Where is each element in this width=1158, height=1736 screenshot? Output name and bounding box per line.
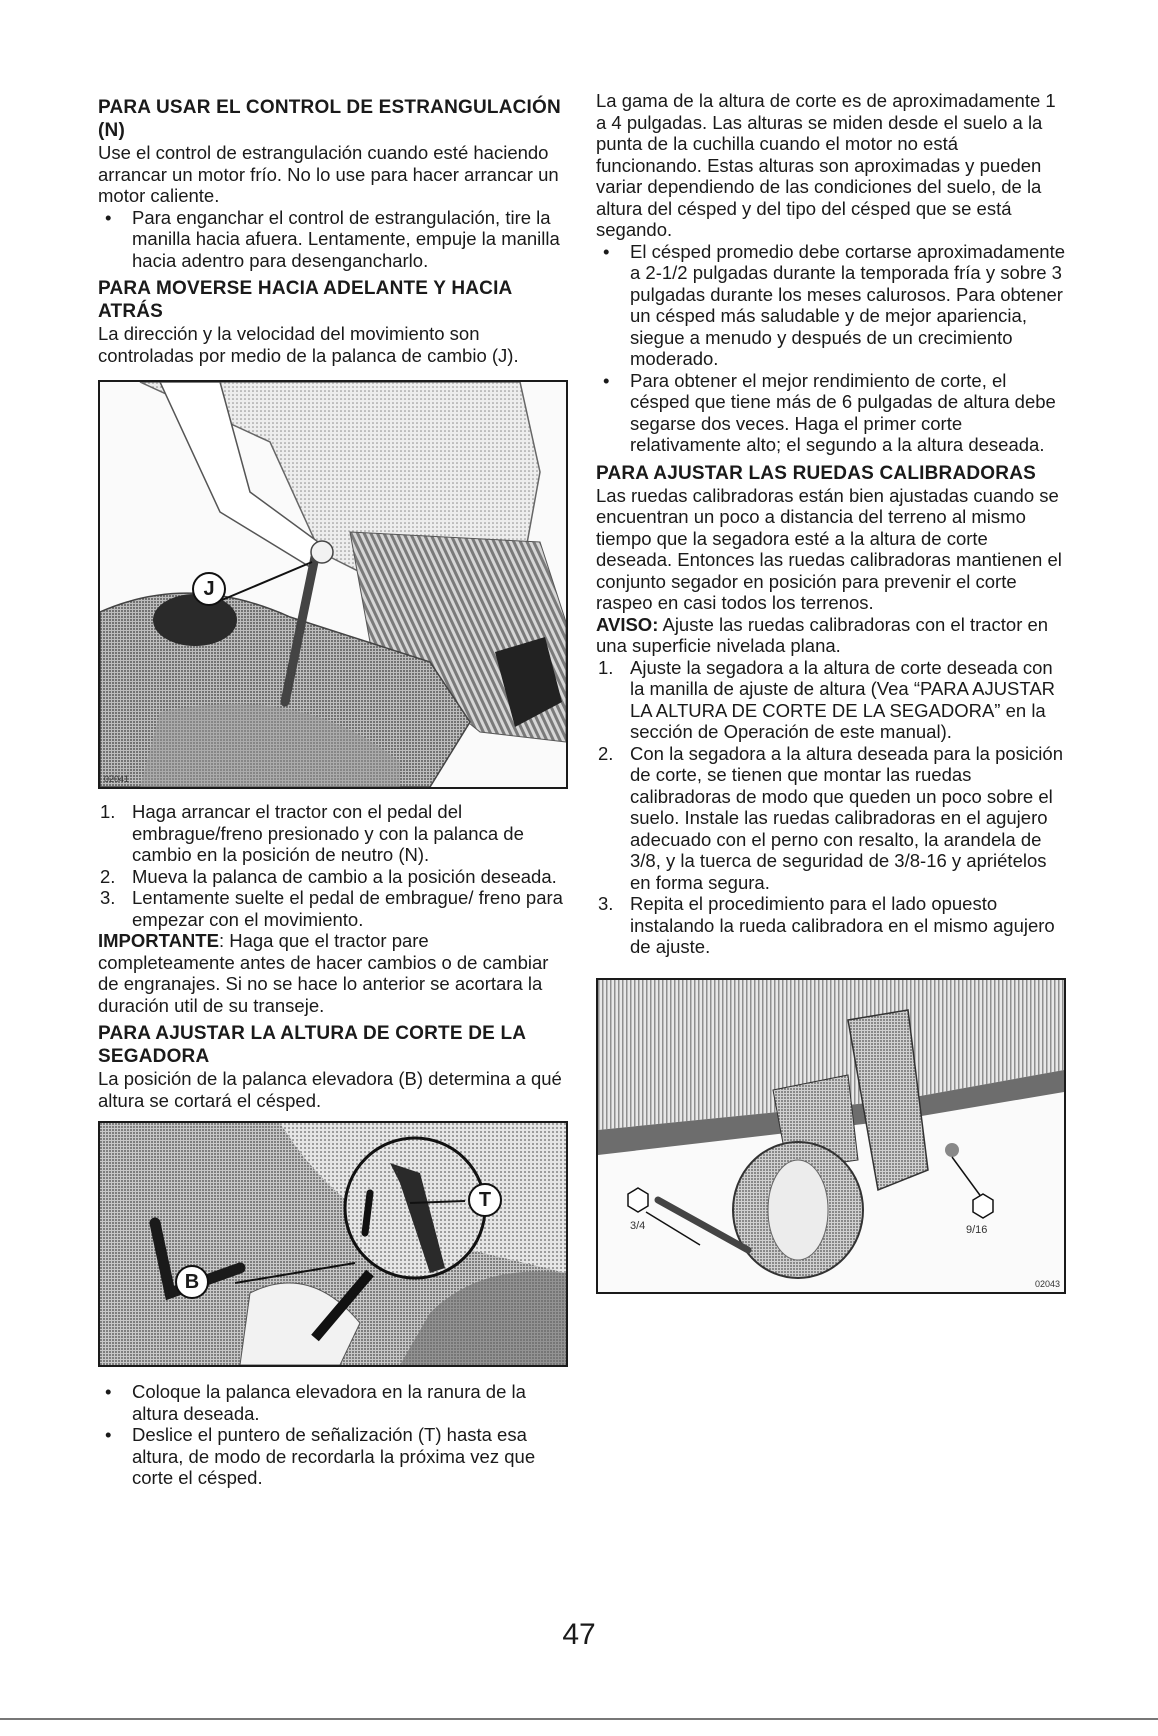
list-item: • Para obtener el mejor rendimiento de corte, el césped que tiene más de 6 pulgadas de altura debe segarse dos veces. Haga el primer corte relativamente alto; el segundo a la altura deseada.	[596, 370, 1066, 456]
shift-lever-figure	[98, 380, 568, 789]
choke-heading: PARA USAR EL CONTROL DE ESTRANGULACIÓN (N)	[98, 97, 561, 141]
list-item: • Para enganchar el control de estrangulación, tire la manilla hacia afuera. Lentamente, empuje la manilla hacia adentro para desengancharlo.	[98, 207, 568, 272]
height-heading: PARA AJUSTAR LA ALTURA DE CORTE DE LA SEGADORA	[98, 1023, 526, 1067]
list-item: • Coloque la palanca elevadora en la ranura de la altura deseada.	[98, 1381, 568, 1424]
gauge-wheel-figure	[596, 978, 1066, 1294]
left-column	[98, 90, 568, 1489]
list-item: 3. Lentamente suelte el pedal de embrague/ freno para empezar con el movimiento.	[100, 887, 563, 930]
lift-lever-figure	[98, 1121, 568, 1367]
shift-steps	[98, 801, 568, 930]
list-item: • Deslice el puntero de señalización (T) hasta esa altura, de modo de recordarla la próxima vez que corte el césped.	[98, 1424, 568, 1489]
list-item: 1. Ajuste la segadora a la altura de corte deseada con la manilla de ajuste de altura (Vea “PARA AJUSTAR LA ALTURA DE CORTE DE LA SEGADORA” en la sección de Operación de este manual).	[598, 656, 1056, 742]
height-body: La posición de la palanca elevadora (B) determina a qué altura se cortará el césped.	[98, 1068, 562, 1111]
move-heading: PARA MOVERSE HACIA ADELANTE Y HACIA ATRÁS	[98, 278, 512, 322]
height-range-text: La gama de la altura de corte es de aproximadamente 1 a 4 pulgadas. Las alturas se miden desde el suelo a la punta de la cuchilla cuando el motor no está funcionando. Estas alturas son aproximadas y pueden variar dependiendo de las condiciones del suelo, de la altura del césped y del tipo del césped que se está segando.	[596, 90, 1056, 240]
choke-body: Use el control de estrangulación cuando esté haciendo arrancar un motor frío. No lo use para hacer arrancar un motor caliente.	[98, 142, 559, 206]
size-label-9-16: 9/16	[966, 1223, 988, 1236]
choke-bullets	[98, 207, 568, 272]
wheels-body: Las ruedas calibradoras están bien ajustadas cuando se encuentran un poco a distancia del terreno al mismo tiempo que la segadora esté a la altura de corte deseada. Entonces las ruedas calibradoras mantienen el conjunto segador en posición para prevenir el corte raspeo en casi todos los terrenos.	[596, 484, 1062, 613]
right-column	[596, 90, 1066, 1294]
callout-b: B	[175, 1265, 209, 1299]
callout-j: J	[192, 572, 226, 606]
wheels-heading: PARA AJUSTAR LAS RUEDAS CALIBRADORAS	[596, 462, 1036, 484]
figure-code: 02041	[104, 774, 130, 784]
lift-lever-illustration	[100, 1123, 566, 1365]
list-item: 1. Haga arrancar el tractor con el pedal del embrague/freno presionado y con la palanca de cambio en la posición de neutro (N).	[100, 801, 524, 865]
bottom-rule	[0, 1718, 1158, 1720]
notice: AVISO: Ajuste las ruedas calibradoras con el tractor en una superficie nivelada plana.	[596, 613, 1049, 656]
list-item: 2. Con la segadora a la altura deseada para la posición de corte, se tienen que montar las ruedas calibradoras de modo que queden un poco sobre el suelo. Instale las ruedas calibradoras en el agujero adecuado con el perno con resalto, la arandela de 3/8, y la tuerca de seguridad de 3/8-16 y apriételos en forma segura.	[598, 742, 1063, 893]
callout-t: T	[468, 1183, 502, 1217]
shift-lever-illustration	[100, 382, 566, 787]
page-number: 47	[562, 1618, 596, 1651]
move-body: La dirección y la velocidad del movimiento son controladas por medio de la palanca de cambio (J).	[98, 323, 519, 366]
list-item: • El césped promedio debe cortarse aproximadamente a 2-1/2 pulgadas durante la temporada fría y sobre 3 pulgadas durante los meses calurosos. Para obtener un césped más saludable y de mejor apariencia, siegue a menudo y después de un crecimiento moderado.	[596, 241, 1066, 370]
list-item: 3. Repita el procedimiento para el lado opuesto instalando la rueda calibradora en el mismo agujero de ajuste.	[598, 893, 1055, 957]
figure-code: 02043	[1034, 1278, 1060, 1289]
height-bullets	[98, 1381, 568, 1489]
size-label-3-4: 3/4	[630, 1219, 646, 1232]
gauge-wheel-illustration	[598, 980, 1064, 1292]
important-note: IMPORTANTE: Haga que el tractor pare completeamente antes de hacer cambios o de cambiar de engranajes. Si no se hace lo anterior se acortara la duración util de su transeje.	[98, 930, 549, 1016]
list-item: 2. Mueva la palanca de cambio a la posición deseada.	[100, 865, 557, 887]
height-tips	[596, 241, 1066, 456]
wheel-steps	[596, 657, 1066, 958]
